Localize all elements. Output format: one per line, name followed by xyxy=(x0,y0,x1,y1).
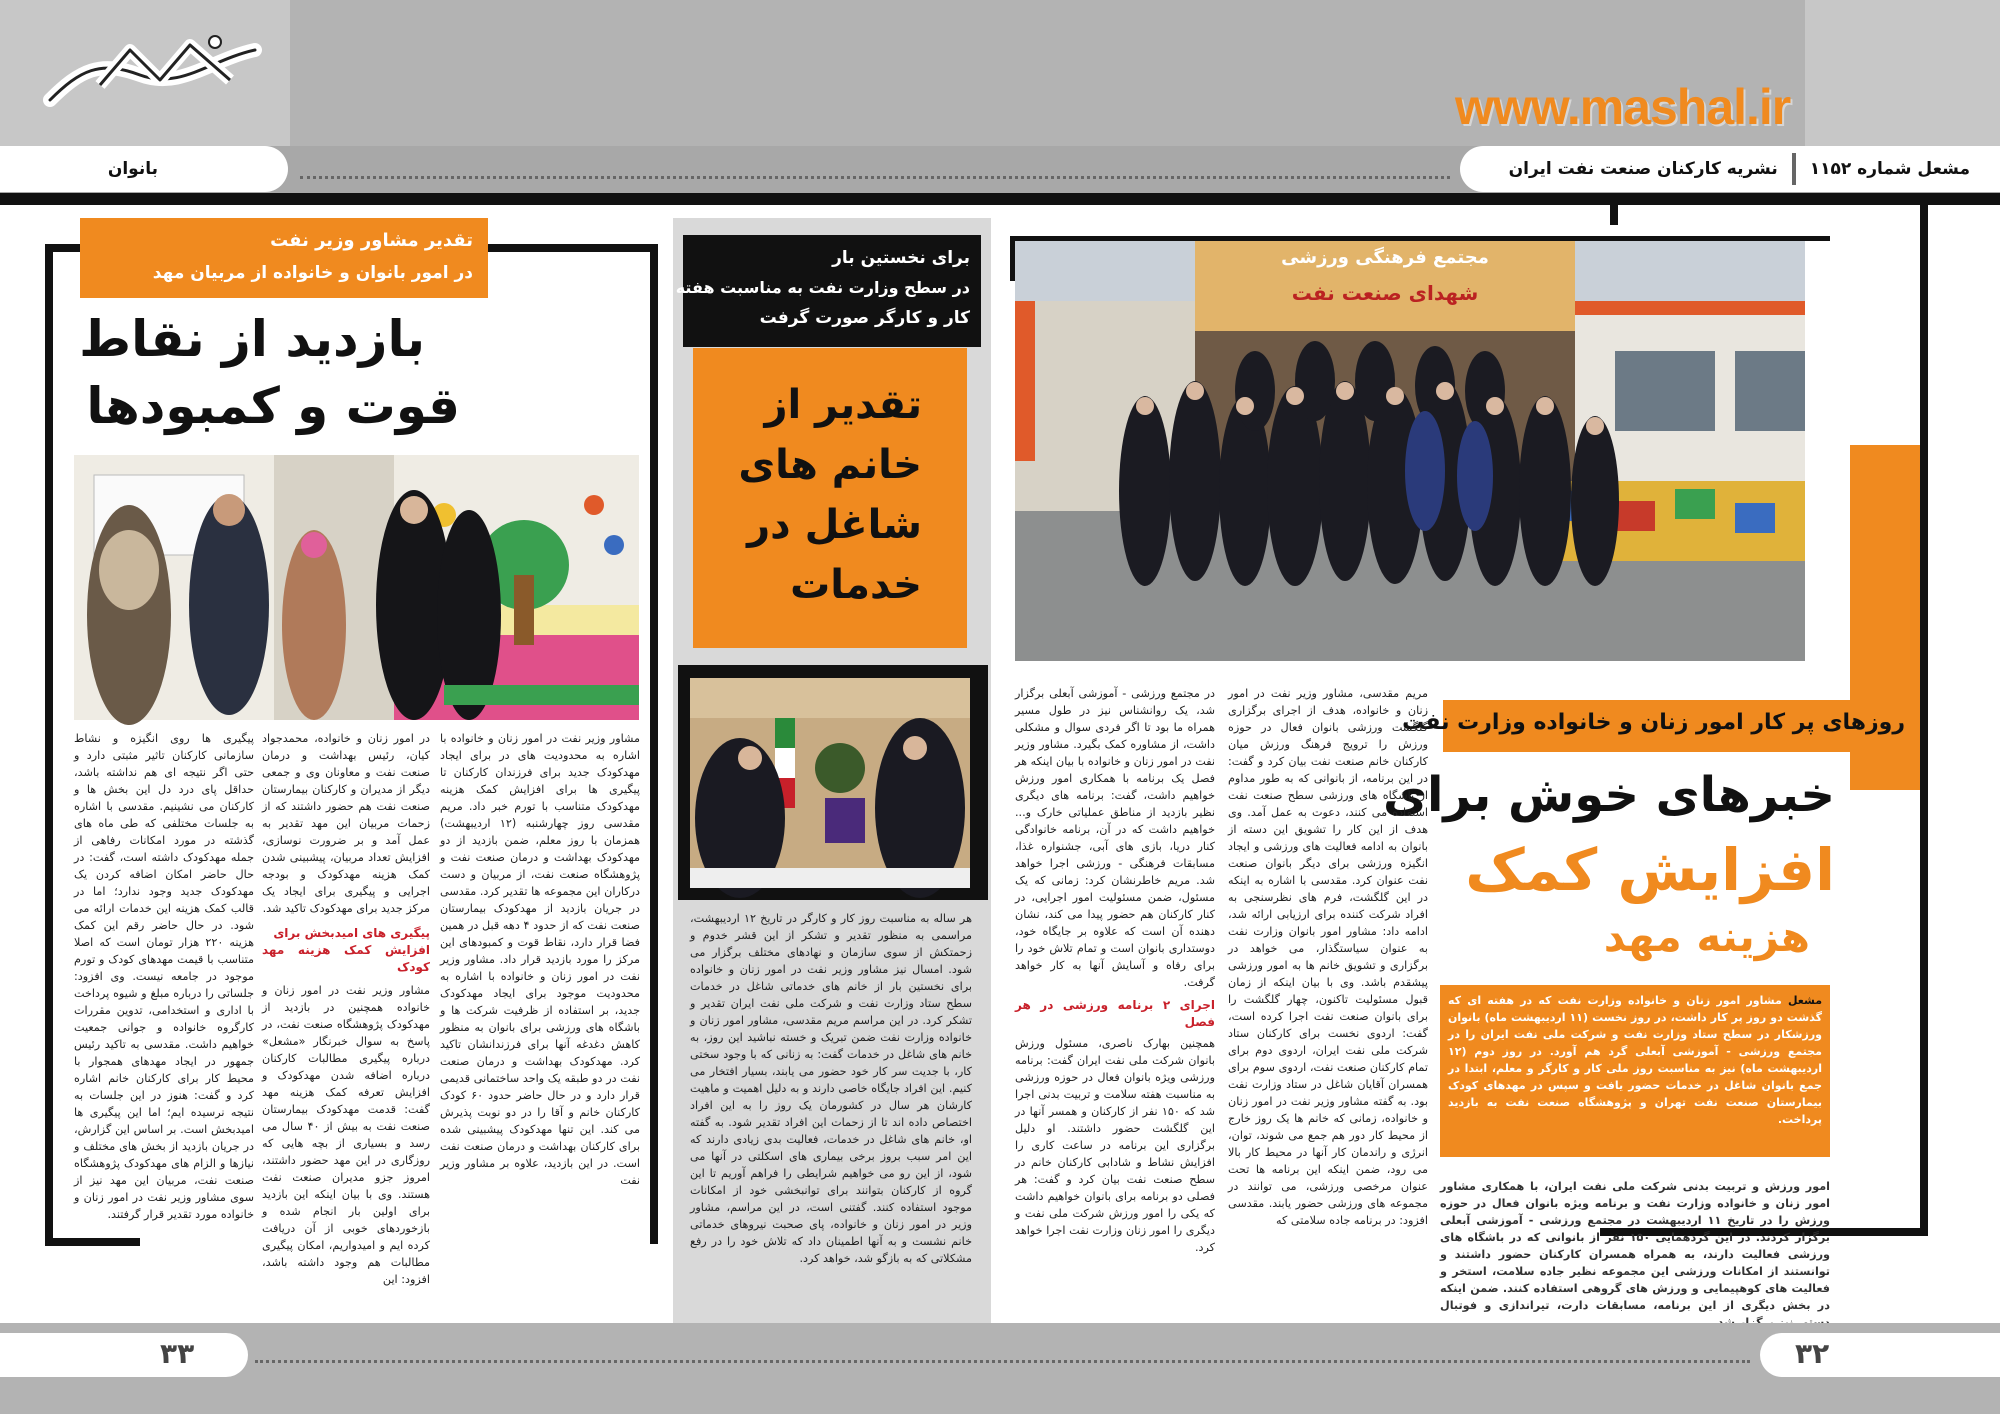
middle-title-line2: خانم های xyxy=(738,442,922,488)
frame-line xyxy=(1610,205,1618,225)
footer-dotted-line xyxy=(255,1360,1750,1363)
building-sign: شهدای صنعت نفت xyxy=(1291,281,1479,305)
frame-line xyxy=(650,244,658,1244)
left-col-B: در امور زنان و خانواده، محمدجواد کیان، رئیس بهداشت و درمان صنعت نفت و معاونان وی و جمعی دیگر از مدیران و کارکنان بیمارستان صنعت نفت هم حضور داشتند که از زحمات مربیان این مهد تقدیر به عمل آمد و بر ضرورت نوسازی، افزایش تعداد مربیان، پیشبینی شدن کمک هزینه مهدکودک و بودجه اجرایی و پیگیری برای ایجاد یک مرکز جدید برای مهدکودک تاکید شد. پیگیری های امیدبخش برای افزایش کمک هزینه مهد کودک مشاور وزیر نفت در امور زنان و خانواده همچنین در بازدید از مهدکودک پژوهشگاه صنعت نفت، در پاسخ به سوال خبرنگار «مشعل» درباره پیگیری مطالبات کارکنان درباره اضافه شدن مهدکودک و افزایش تعرفه کمک هزینه مهد گفت: قدمت مهدکودک بیمارستان صنعت نفت به بیش از ۴۰ سال می رسد و بسیاری از بچه هایی که روزگاری در این مهد حضور داشتند، امروز جزو مدیران صنعت نفت هستند. وی با بیان اینکه این بازدید برای اولین بار انجام شده و بازخوردهای خوبی از آن دریافت کرده ایم و امیدواریم، امکان پیگیری مطالبات هم وجود داشته باشد، افزود: این xyxy=(262,732,430,1286)
issue-bar xyxy=(1460,146,2000,192)
footer-bar-left xyxy=(0,1333,248,1377)
left-kicker-line1: تقدیر مشاور وزیر نفت xyxy=(270,230,473,251)
left-col-C: پیگیری ها روی انگیزه و نشاط سازمانی کارکنان تاثیر مثبتی دارد و حتی اگر نتیجه ای هم نداشته باشد، حداقل پای درد دل این بخش ها و کارکنان می نشینیم. مقدسی با اشاره به جلسات مختلفی که طی ماه های گذشته در مورد امکانات رفاهی از جمله مهدکودک داشته است، گفت: در حال حاضر امکان اضافه کردن یک مهدکودک جدید وجود ندارد؛ اما در قالب کمک هزینه این خدمات ارائه می شود. در حال حاضر رقم این کمک هزینه ۲۲۰ هزار تومان است که اصلا متناسب با قیمت مهدهای کودک و تورم موجود در جامعه نیست. وی افزود: جلساتی را درباره مبلغ و شیوه پرداخت با اداری و استخدامی، تدوین مقررات کارگروه خانواده و جوانی جمعیت خواهیم داشت. مقدسی به تاکید رئیس جمهور در ایجاد مهدهای همجوار با محیط کار برای کارکنان خانم اشاره کرد و گفت: هنوز در این جلسات به نتیجه نرسیده ایم؛ اما این پیگیری ها امیدبخش است. بر اساس این گزارش، در جریان بازدید از بخش های مختلف و نیازها و الزام های مهدکودک پژوهشگاه صنعت نفت، مربیان این مهد نیز از سوی مشاور وزیر نفت در امور زنان و خانواده مورد تقدیر قرار گرفتند. xyxy=(74,732,254,1221)
lead-label: مشعل xyxy=(1787,994,1822,1007)
frame-line xyxy=(1920,205,1928,1235)
logo xyxy=(40,30,265,110)
main-title-line1: خبرهای خوش برای xyxy=(1382,767,1835,823)
main-title-line3: هزینه مهد xyxy=(1603,912,1810,961)
main-col-1: امور ورزش و تربیت بدنی شرکت ملی نفت ایران، با همکاری مشاور امور زنان و خانواده وزارت نفت و برنامه ویژه بانوان فعال در حوزه ورزش را در تاریخ ۱۱ اردیبهشت در مجتمع ورزشی - آموزشی آبعلی برگزار کردند. در این گردهمایی ۱۵۰ نفر از بانوانی که در باشگاه های ورزشی فعالیت دارند، به همراه همسران کارکنان حضور داشتند و توانستند از امکانات ورزشی این مجموعه نظیر جاده سلامت، استخر و فعالیت های کوهپیمایی و ورزش های گروهی استفاده کنند. ضمن اینکه در بخش دیگری از این برنامه، مسابقات دارت، تیراندازی و فوتبال xyxy=(1440,1180,1831,1312)
building-sign-top: مجتمع فرهنگی ورزشی xyxy=(1281,247,1489,268)
left-subhead-1: پیگیری های امیدبخش برای xyxy=(273,926,430,940)
left-kicker-line2: در امور بانوان و خانواده از مربیان مهد xyxy=(152,263,473,283)
main-kicker: روزهای پر کار امور زنان و خانواده وزارت نفت xyxy=(1402,710,1905,735)
middle-body: هر ساله به مناسبت روز کار و کارگر در تاریخ ۱۲ اردیبهشت، مراسمی به منظور تقدیر و تشکر از این قشر خدوم و زحمتکش از سوی سازمان و نهادهای مختلف برگزار می شود. امسال نیز مشاور وزیر نفت در امور زنان و خانواده برای نخستین بار از خانم های خدماتی شاغل در خدمات سطح ستاد وزارت نفت و شرکت ملی نفت ایران تقدیر و تشکر کرد. در این مراسم مریم مقدسی، مشاور امور زنان و خانواده وزارت نفت ضمن تبریک و خسته نباشید این روز، به خانم های شاغل در خدمات گفت: به زنانی که با وجود سختی کار، با جدیت سر کار خود حضور می یابند، بسیار افتخار می کنیم. این افراد جایگاه خاصی دارند و به دلیل اهمیت و ماهیت کارشان هر سال در کشورمان یک روز را به این افراد اختصاص داده اند تا از زحمات این افراد تقدیر شود. به گفته او، خانم های شاغل در خدمات، فعالیت بدی زیادی دارند که این امر سبب بروز برخی بیماری های اسکلتی در آنها می شود، از این رو می خواهیم شرایطی را فراهم آوریم تا این گروه از کارکنان بتوانند برای توانبخشی خود از امکانات موجود استفاده کنند. گفتنی است، در این مراسم، مشاور وزیر در امور زنان و خانواده، پای صحبت نیروهای خدماتی خانم نشست و به آنها اطمینان داد که تلاش خود را در رفع مشکلاتی که به بازگو شد، خواهد کرد. xyxy=(690,912,972,1265)
issue-number: مشعل شماره ۱۱۵۲ xyxy=(1809,159,1970,179)
main-col-2: مریم مقدسی، مشاور وزیر نفت در امور زنان و خانواده، هدف از اجرای برگزاری گلگشت ورزشی بانوان فعال در حوزه ورزش را ترویج فرهنگ ورزش میان کارکنان خانم صنعت نفت بیان کرد و گفت: در این برنامه، از بانوانی که به طور مداوم از باشگاه های ورزشی سطح صنعت نفت استفاده می کنند، دعوت به عمل آمد. وی هدف از این کار را تشویق این دسته از بانوان به ادامه فعالیت های ورزشی و ایجاد انگیزه ورزشی برای دیگر بانوان صنعت نفت عنوان کرد. مقدسی با اشاره به اینکه در این گلگشت، فرم های نظرسنجی به افراد شرکت کننده برای ارزیابی ارائه شد، ادامه داد: مشاور امور بانوان وزارت نفت به عنوان سیاستگذار، می خواهد در برگزاری و تشویق خانم ها به امور ورزشی پیشقدم باشد. وی با بیان اینکه از زمان قبول مسئولیت تاکنون، چهار گلگشت را برای بانوان صنعت نفت اجرا کرده است، گفت: اردوی نخست برای کارکنان ستاد شرکت ملی نفت ایران، اردوی دوم برای تمام کارکنان صنعت نفت، اردوی سوم برای همسران آقایان شاغل در ستاد وزارت نفت بود. به گفته مشاور وزیر نفت در امور زنان و خانواده، زمانی که خانم ها یک روز خارج از محیط کار دور هم جمع می شوند، توان، انرژی و راندمان کار آنها در محیط کار بالا می رود، ضمن اینکه این برنامه ها تحت عنوان مرخصی ورزشی، می توانند در مجموعه های ورزشی حضور یابند. مقدسی افزود: در برنامه جاده سلامتی که xyxy=(1228,687,1428,1227)
main-title-line2: افزایش کمک xyxy=(1465,836,1835,904)
middle-title-line4: خدمات xyxy=(790,562,922,608)
frame-line xyxy=(45,244,80,252)
middle-kicker-line3: کار و کارگر صورت گرفت xyxy=(759,308,970,328)
section-name: بانوان xyxy=(107,159,158,179)
left-title-line2: قوت و کمبودها xyxy=(86,377,460,435)
header-dotted-line xyxy=(300,176,1450,179)
left-title-line1: بازدید از نقاط xyxy=(79,310,425,368)
page-number-left: ۳۳ xyxy=(160,1337,195,1370)
publication-name: نشریه کارکنان صنعت نفت ایران xyxy=(1508,159,1778,179)
site-url[interactable]: www.mashal.ir xyxy=(1455,79,1791,135)
middle-title-line1: تقدیر از xyxy=(764,382,922,428)
frame-line xyxy=(45,244,53,1244)
left-col-A: مشاور وزیر نفت در امور زنان و خانواده با اشاره به محدودیت های در برای ایجاد مهدکودک جدید برای فرزندان کارکنان تا پیگیری ها برای افزایش کمک هزینه مهدکودک متناسب با تورم خبر داد. مریم مقدسی روز چهارشنبه (۱۲ اردیبهشت) همزمان با روز معلم، ضمن بازدید از دو مهدکودک بهداشت و درمان صنعت نفت و پژوهشگاه صنعت نفت، از مربیان و دست درکاران این مجموعه ها تقدیر کرد. مقدسی در جریان بازدید از مهدکودک بیمارستان صنعت نفت که از حدود ۴ دهه قبل در همین فضا قرار دارد، نقاط قوت و کمبودهای این مرکز را مورد بازدید قرار داد. مشاور وزیر نفت در امور زنان و خانواده با اشاره به محدودیت موجود برای ایجاد مهدکودک جدید، بر استفاده از ظرفیت شرکت ها و باشگاه های ورزشی برای بانوان به منظور کاهش دغدغه آنها برای فرزندانشان تاکید کرد. مهدکودک بهداشت و درمان صنعت نفت در دو طبقه یک واحد ساختمانی قدیمی قرار دارد و در حال حاضر حدود ۶۰ کودک کارکنان خانم و آقا را در دو نوبت پذیرش می کند. این تنها مهدکودک پیشبینی شده برای کارکنان بهداشت و درمان صنعت نفت است. در این بازدید، علاوه بر مشاور وزیر نفت xyxy=(440,732,640,1187)
header-right-panel xyxy=(1805,0,2000,146)
page-number-right: ۳۲ xyxy=(1795,1337,1830,1370)
lead-text: مشعل مشاور امور زنان و خانواده وزارت نفت که در هفته ای که گذشت دو روز پر کار داشت، در روز نخست (۱۱ اردیبهشت ماه) بانوان ورزشکار در سطح ستاد وزارت نفت و شرکت ملی نفت ایران را در مجتمع ورزشی - آموزشی آبعلی گرد هم آورد. در روز دوم (۱۲ اردیبهشت ماه) نیز به مناسبت روز ملی کار و کارگر و معلم، ابتدا در جمع بانوان شاغل در خدمات حضور یافت و سپس در مهدهای کودک بیمارستان صنعت نفت تهران و پژوهشگاه صنعت نفت به بازدید پرداخت. xyxy=(1448,994,1822,1126)
middle-kicker-line1: برای نخستین بار xyxy=(832,248,970,268)
kindergarten-photo xyxy=(74,455,639,720)
section-bar xyxy=(0,146,288,192)
middle-title-line3: شاغل در xyxy=(747,502,922,548)
group-photo xyxy=(1015,241,1805,661)
header-rule xyxy=(0,193,2000,205)
middle-kicker-line2: در سطح وزارت نفت به مناسبت هفته xyxy=(675,278,970,297)
main-col-3: در مجتمع ورزشی - آموزشی آبعلی برگزار شد، یک روانشناس نیز در طول مسیر همراه ما بود تا اگر فردی سوال و مشکلی داشت، از مشاوره کمک بگیرد. مشاور وزیر نفت در امور زنان و خانواده با بیان اینکه هر فصل یک برنامه با همکاری امور ورزش خواهیم داشت، گفت: برنامه های دیگری نظیر بازدید از مناطق عملیاتی خارک و... خواهیم داشت که در آن، برنامه خانوادگی کنار دریا، بازی های آبی، جشنواره غذا، مسابقات فرهنگی - ورزشی اجرا خواهد شد. مریم خاطرنشان کرد: زمانی که یک مسئول، ضمن مسئولیت امور اجرایی، در کنار کارکنان هم حضور پیدا می کند، نشان دهنده آن است که علاوه بر جایگاه خود، دوستداری بانوان است و تمام تلاش خود را برای رفاه و آسایش آنها به کار خواهد گرفت. اجرای ۲ برنامه ورزشی در هر فصل همچنین بهارک ناصری، مسئول ورزش بانوان شرکت ملی نفت ایران گفت: برنامه ورزشی ویژه بانوان فعال در حوزه ورزشی به مناسبت هفته سلامت و تربیت بدنی اجرا شد که ۱۵۰ نفر از کارکنان و همسر آنها در این گلگشت حضور داشتند. او دلیل برگزاری این برنامه در ساعت کاری را افزایش نشاط و شادابی کارکنان خانم در سطح صنعت نفت بیان کرد و گفت: هر فصلی دو برنامه برای بانوان خواهیم داشت که یکی را امور ورزش شرکت ملی نفت و دیگری را امور زنان وزارت نفت اجرا خواهد کرد. xyxy=(1015,687,1216,1254)
left-subhead-2: افزایش کمک هزینه مهد کودک xyxy=(262,943,430,974)
main-subhead: اجرای ۲ برنامه ورزشی در هر فصل xyxy=(1015,998,1216,1029)
footer-band xyxy=(0,1323,2000,1414)
frame-line xyxy=(488,244,658,252)
ceremony-photo xyxy=(690,678,970,888)
